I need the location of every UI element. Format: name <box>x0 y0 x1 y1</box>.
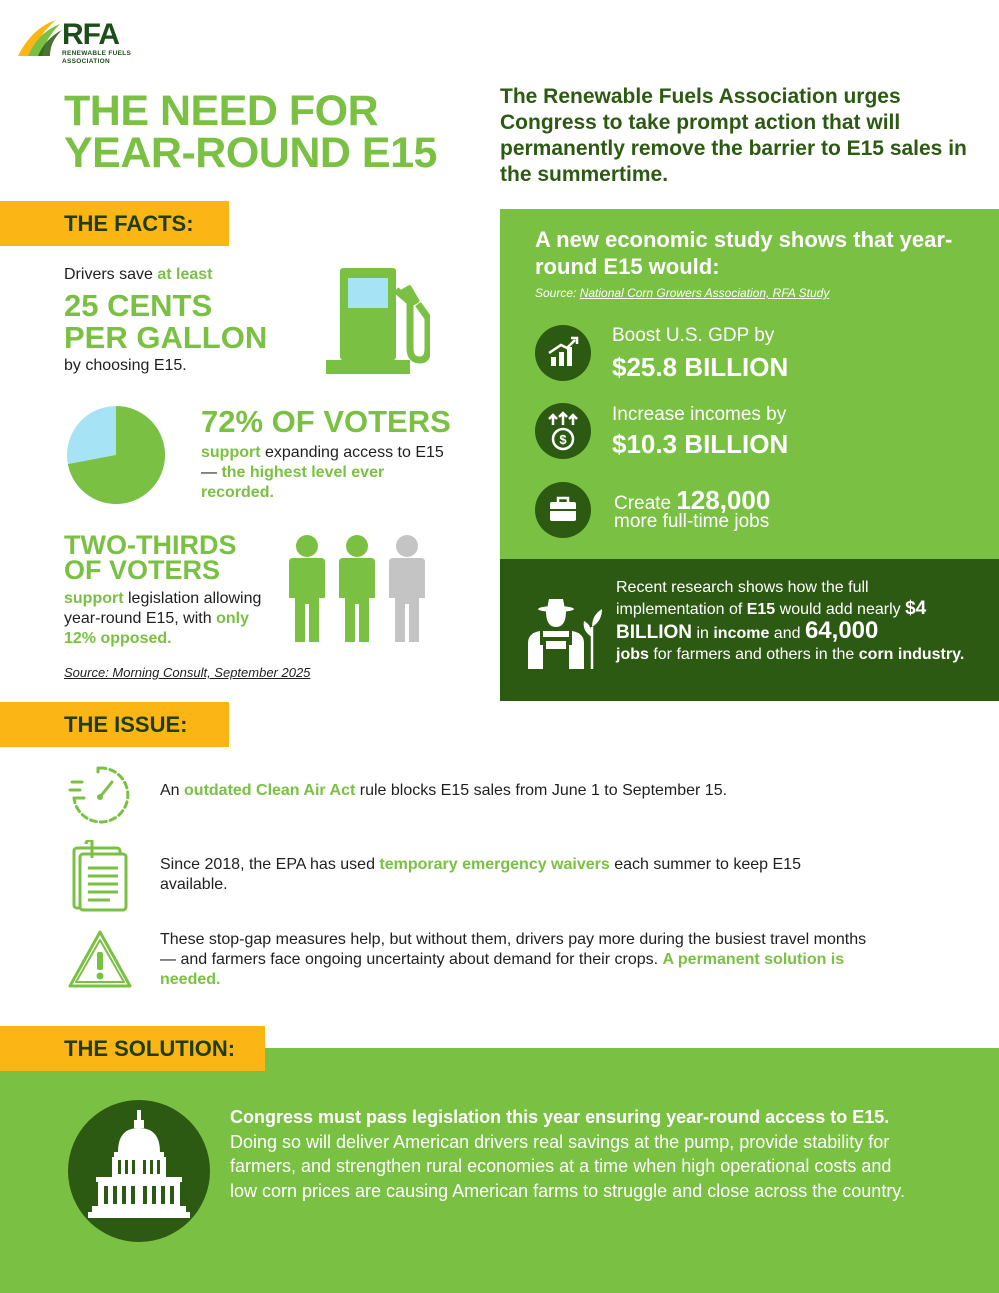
fact1-highlight: 25 CENTS PER GALLON <box>64 288 268 355</box>
fact2-text: support expanding access to E15 — the highest level ever recorded. <box>201 444 444 501</box>
study-heading: A new economic study shows that year-round E15 would: <box>535 227 953 279</box>
facts-source[interactable]: Source: Morning Consult, September 2025 <box>64 665 311 680</box>
capitol-icon-circle <box>68 1100 210 1242</box>
gdp-label: Boost U.S. GDP by <box>612 325 775 346</box>
clipboard-document-icon <box>70 840 130 912</box>
rfa-logo-mark <box>16 18 64 58</box>
issue-item-2: Since 2018, the EPA has used temporary emergency waivers each summer to keep E15 available. <box>160 856 801 893</box>
issue-item-3: These stop-gap measures help, but without them, drivers pay more during the busiest travel months — and farmers face ongoing uncertainty about demand for their crops. A permanent solution is needed. <box>160 931 867 988</box>
fact3-highlight: TWO-THIRDS OF VOTERS <box>64 530 237 585</box>
svg-text:$: $ <box>559 432 567 447</box>
study-source: Source: National Corn Growers Association, RFA Study <box>535 286 830 300</box>
farmer-icon <box>526 597 606 671</box>
fact1-intro: Drivers save at least <box>64 266 213 283</box>
logo-subtitle: RENEWABLE FUELS ASSOCIATION <box>62 50 132 65</box>
income-label: Increase incomes by <box>612 404 787 425</box>
briefcase-icon <box>535 482 591 538</box>
research-text: Recent research shows how the full implementation of E15 would add nearly $4 BILLION in income and 64,000 jobs for farmers and others in the corn industry. <box>616 579 965 663</box>
page-title: THE NEED FOR YEAR-ROUND E15 <box>64 87 437 177</box>
income-value: $10.3 BILLION <box>612 429 789 459</box>
gdp-value: $25.8 BILLION <box>612 352 789 382</box>
fact3-text: support legislation allowing year-round E15, with only 12% opposed. <box>64 590 262 647</box>
stopwatch-icon <box>66 764 132 826</box>
capitol-building-icon <box>68 1100 210 1242</box>
fact1-outro: by choosing E15. <box>64 357 187 374</box>
issue-heading: THE ISSUE: <box>0 702 229 747</box>
jobs-subtext: more full-time jobs <box>614 511 770 532</box>
people-icon <box>285 534 435 644</box>
facts-heading: THE FACTS: <box>0 201 229 246</box>
money-up-icon <box>535 403 591 459</box>
solution-text: Congress must pass legislation this year ensuring year-round access to E15. Doing so will deliver American drivers real savings at the pump, provide stability for farmers, and strengthen rural economies at a time when high operational costs and low corn prices are causing American farms to struggle and close across the country. <box>230 1107 905 1201</box>
voter-support-pie-chart <box>66 405 166 505</box>
study-source-link[interactable]: National Corn Growers Association, RFA Study <box>579 286 830 300</box>
solution-heading: THE SOLUTION: <box>0 1026 265 1071</box>
gas-pump-icon <box>326 268 430 376</box>
logo-wordmark: RFA <box>62 18 119 51</box>
fact2-highlight: 72% OF VOTERS <box>201 404 451 439</box>
issue-item-1: An outdated Clean Air Act rule blocks E15 sales from June 1 to September 15. <box>160 782 728 799</box>
intro-statement: The Renewable Fuels Association urges Congress to take prompt action that will permanently remove the barrier to E15 sales in the summertime. <box>500 85 967 186</box>
growth-chart-icon <box>535 325 591 381</box>
jobs-text: Create 128,000 <box>614 485 771 515</box>
warning-icon <box>66 928 134 990</box>
